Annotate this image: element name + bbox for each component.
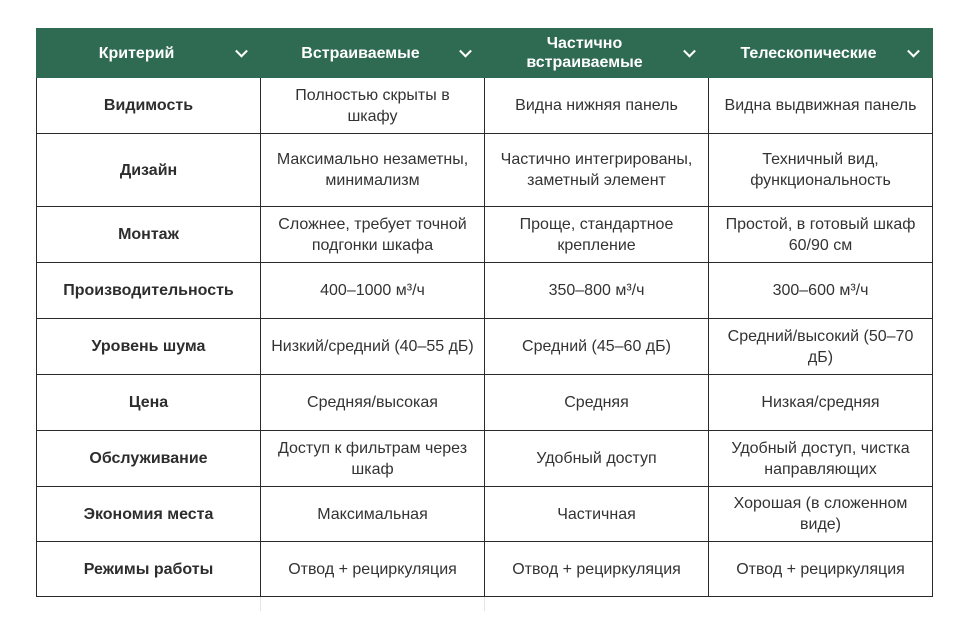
table-header bbox=[37, 29, 933, 78]
table-cell: Средний (45–60 дБ) bbox=[485, 319, 709, 375]
chevron-down-icon[interactable] bbox=[235, 45, 248, 58]
criterion-cell: Производительность bbox=[37, 263, 261, 319]
table-cell: 350–800 м³/ч bbox=[485, 263, 709, 319]
table-row bbox=[37, 134, 933, 207]
table-cell: Полностью скрыты в шкафу bbox=[261, 78, 485, 134]
comparison-table bbox=[36, 28, 933, 597]
column-header-telescopic[interactable] bbox=[709, 29, 933, 78]
table-cell: Отвод + рециркуляция bbox=[709, 542, 933, 597]
criterion-cell: Режимы работы bbox=[37, 542, 261, 597]
table-cell: Низкий/средний (40–55 дБ) bbox=[261, 319, 485, 375]
column-header-label: Телескопические bbox=[740, 44, 877, 62]
table-cell: Хорошая (в сложенном виде) bbox=[709, 487, 933, 542]
table-cell: Видна выдвижная панель bbox=[709, 78, 933, 134]
table-row bbox=[37, 431, 933, 487]
criterion-cell: Обслуживание bbox=[37, 431, 261, 487]
table-cell: Доступ к фильтрам через шкаф bbox=[261, 431, 485, 487]
criterion-cell: Монтаж bbox=[37, 207, 261, 263]
table-cell: Проще, стандартное крепление bbox=[485, 207, 709, 263]
table-cell: Частичная bbox=[485, 487, 709, 542]
table-cell: Низкая/средняя bbox=[709, 375, 933, 431]
table-body bbox=[37, 78, 933, 597]
table-cell: Отвод + рециркуляция bbox=[485, 542, 709, 597]
table-cell: Средний/высокий (50–70 дБ) bbox=[709, 319, 933, 375]
header-row bbox=[37, 29, 933, 78]
table-cell: Удобный доступ bbox=[485, 431, 709, 487]
column-header-label: Встраиваемые bbox=[301, 44, 420, 62]
table-cell: Удобный доступ, чистка направляющих bbox=[709, 431, 933, 487]
table-row bbox=[37, 78, 933, 134]
criterion-cell: Уровень шума bbox=[37, 319, 261, 375]
table-cell: Простой, в готовый шкаф 60/90 см bbox=[709, 207, 933, 263]
column-header-label: Критерий bbox=[98, 44, 175, 62]
table-row bbox=[37, 487, 933, 542]
table-cell: 400–1000 м³/ч bbox=[261, 263, 485, 319]
chevron-down-icon[interactable] bbox=[907, 45, 920, 58]
table-row bbox=[37, 319, 933, 375]
table-cell: Максимально незаметны, минимализм bbox=[261, 134, 485, 207]
table-cell: Сложнее, требует точной подгонки шкафа bbox=[261, 207, 485, 263]
criterion-cell: Дизайн bbox=[37, 134, 261, 207]
chevron-down-icon[interactable] bbox=[459, 45, 472, 58]
table-cell: Средняя bbox=[485, 375, 709, 431]
table-row bbox=[37, 207, 933, 263]
column-header-built-in[interactable] bbox=[261, 29, 485, 78]
column-header-partially-built-in[interactable] bbox=[485, 29, 709, 78]
table-cell: Техничный вид, функциональность bbox=[709, 134, 933, 207]
table-row bbox=[37, 375, 933, 431]
column-divider-ghost bbox=[484, 597, 485, 611]
table-cell: Средняя/высокая bbox=[261, 375, 485, 431]
table-cell: Частично интегрированы, заметный элемент bbox=[485, 134, 709, 207]
chevron-down-icon[interactable] bbox=[683, 45, 696, 58]
column-header-criterion[interactable] bbox=[37, 29, 261, 78]
column-header-label: Частично встраиваемые bbox=[526, 35, 643, 71]
criterion-cell: Экономия места bbox=[37, 487, 261, 542]
table-cell: Максимальная bbox=[261, 487, 485, 542]
table-cell: Видна нижняя панель bbox=[485, 78, 709, 134]
column-divider-ghost bbox=[260, 597, 261, 611]
criterion-cell: Цена bbox=[37, 375, 261, 431]
table-row bbox=[37, 263, 933, 319]
table-cell: Отвод + рециркуляция bbox=[261, 542, 485, 597]
criterion-cell: Видимость bbox=[37, 78, 261, 134]
table-row bbox=[37, 542, 933, 597]
table-cell: 300–600 м³/ч bbox=[709, 263, 933, 319]
